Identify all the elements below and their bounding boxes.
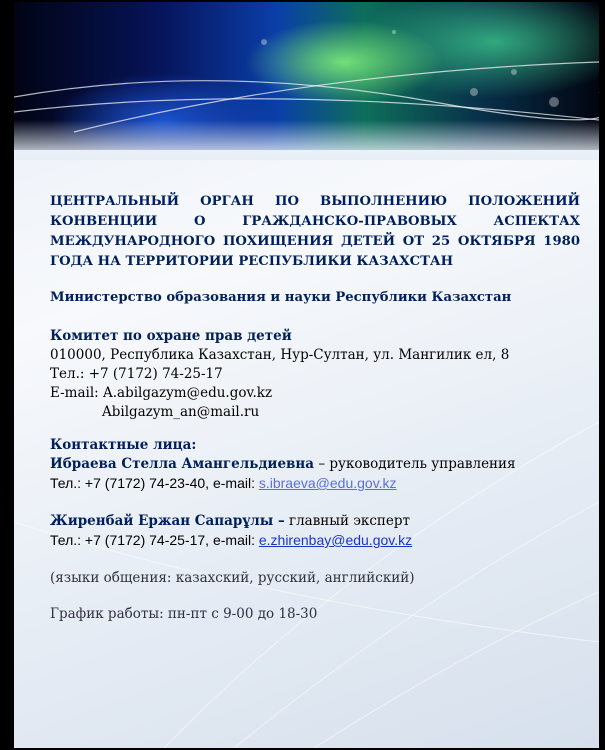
committee-email-line: [50, 384, 580, 403]
contact-2-role: главный эксперт: [284, 513, 410, 529]
contact-person-2: [50, 512, 580, 531]
contact-person-1: [50, 455, 580, 474]
contacts-title: Контактные лица:: [50, 437, 197, 453]
contact-1-name: Ибраева Стелла Амангельдиевна: [50, 456, 315, 472]
contact-2-name: Жиренбай Ержан Сапарұлы –: [50, 513, 285, 529]
contact-1-role: – руководитель управления: [314, 456, 516, 472]
languages-note: (языки общения: казахский, русский, английский): [50, 570, 415, 586]
contacts-block: [50, 436, 580, 550]
spacer: [50, 493, 580, 512]
contact-1-phone: Тел.: +7 (7172) 74-23-40, e-mail:: [50, 475, 259, 491]
document-heading: ЦЕНТРАЛЬНЫЙ ОРГАН ПО ВЫПОЛНЕНИЮ ПОЛОЖЕНИЙ КОНВЕНЦИИ О ГРАЖДАНСКО-ПРАВОВЫХ АСПЕКТАХ МЕЖДУНАРОДНОГО ПОХИЩЕНИЯ ДЕТЕЙ ОТ 25 ОКТЯБРЯ 1980 ГОДА НА ТЕРРИТОРИИ РЕСПУБЛИКИ КАЗАХСТАН: [50, 194, 580, 269]
contact-2-phone-line: [50, 531, 580, 550]
info-slide: [14, 2, 599, 748]
committee-email-2[interactable]: Abilgazym_an@mail.ru: [102, 404, 260, 420]
work-schedule: График работы: пн-пт с 9-00 до 18-30: [50, 606, 318, 622]
contact-2-phone: Тел.: +7 (7172) 74-25-17, e-mail:: [50, 532, 259, 548]
ministry-name: Министерство образования и науки Республики Казахстан: [50, 290, 512, 305]
contact-2-email-link[interactable]: e.zhirenbay@edu.gov.kz: [258, 532, 413, 548]
committee-address: 010000, Республика Казахстан, Нур-Султан, ул. Мангилик ел, 8: [50, 347, 510, 363]
contact-1-email-link[interactable]: s.ibraeva@edu.gov.kz: [258, 475, 397, 491]
committee-phone: Тел.: +7 (7172) 74-25-17: [50, 366, 223, 382]
contact-1-phone-line: [50, 474, 580, 493]
committee-email-1[interactable]: A.abilgazym@edu.gov.kz: [103, 385, 273, 401]
committee-title: Комитет по охране прав детей: [50, 328, 292, 344]
committee-block: [50, 327, 580, 422]
email-label: E-mail:: [50, 385, 103, 401]
